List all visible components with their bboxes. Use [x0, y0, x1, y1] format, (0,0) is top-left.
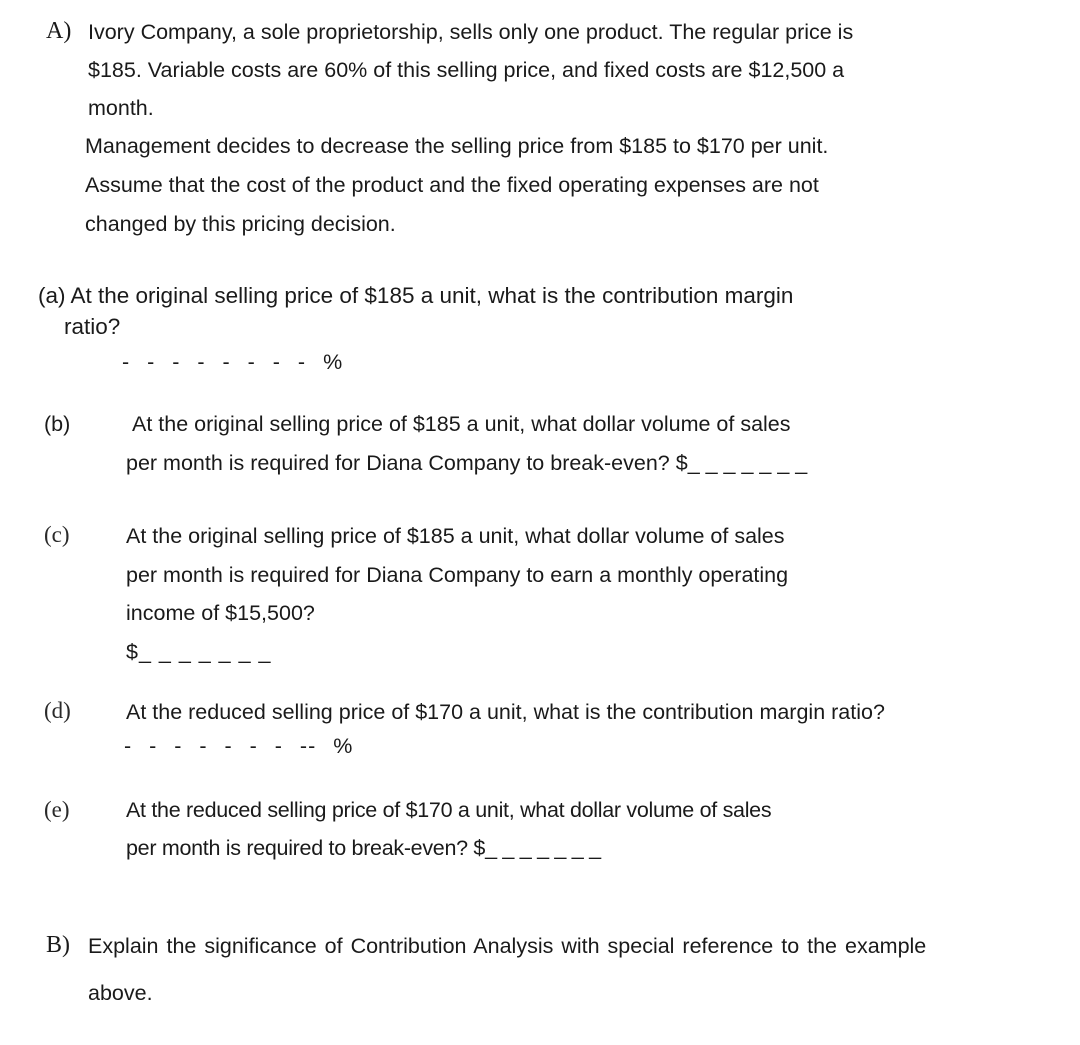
part-a-line-4: Management decides to decrease the selling price from $185 to $170 per unit. [85, 134, 829, 158]
part-a-line-2: $185. Variable costs are 60% of this selling price, and fixed costs are $12,500 a [88, 58, 845, 82]
question-a-line-1: (a) At the original selling price of $185 a unit, what is the contribution margin [38, 283, 794, 308]
part-a-label: A) [46, 18, 72, 44]
question-b-label: (b) [44, 412, 71, 436]
question-c-line-1: At the original selling price of $185 a unit, what dollar volume of sales [126, 524, 785, 548]
question-e-line-1: At the reduced selling price of $170 a unit, what dollar volume of sales [126, 798, 772, 822]
part-b-line-2: above. [88, 981, 153, 1005]
part-b-label: B) [46, 932, 70, 958]
question-a-answer-blank[interactable]: - - - - - - - - % [122, 350, 344, 374]
part-b-line-1: Explain the significance of Contribution Analysis with special reference to the example [88, 934, 927, 958]
part-a-line-3: month. [88, 96, 154, 120]
question-c-line-3: income of $15,500? [126, 601, 315, 625]
question-b-line-2: per month is required for Diana Company to break-even? $_ _ _ _ _ _ _ [126, 451, 808, 475]
part-a-line-1: Ivory Company, a sole proprietorship, sells only one product. The regular price is [88, 20, 854, 44]
question-e-label: (e) [44, 797, 70, 822]
question-c-label: (c) [44, 522, 70, 547]
part-a-line-6: changed by this pricing decision. [85, 212, 396, 236]
question-a-line-2: ratio? [64, 314, 121, 339]
question-d-line-1: At the reduced selling price of $170 a unit, what is the contribution margin ratio? [126, 700, 885, 724]
question-c-answer-blank[interactable]: $_ _ _ _ _ _ _ [126, 640, 272, 664]
question-e-line-2: per month is required to break-even? $_ _ _ _ _ _ _ [126, 836, 601, 860]
question-c-line-2: per month is required for Diana Company to earn a monthly operating [126, 563, 789, 587]
question-b-line-1: At the original selling price of $185 a unit, what dollar volume of sales [132, 412, 791, 436]
question-d-answer-blank[interactable]: - - - - - - - -- % [124, 734, 354, 758]
question-d-label: (d) [44, 698, 71, 723]
part-a-line-5: Assume that the cost of the product and the fixed operating expenses are not [85, 173, 819, 197]
